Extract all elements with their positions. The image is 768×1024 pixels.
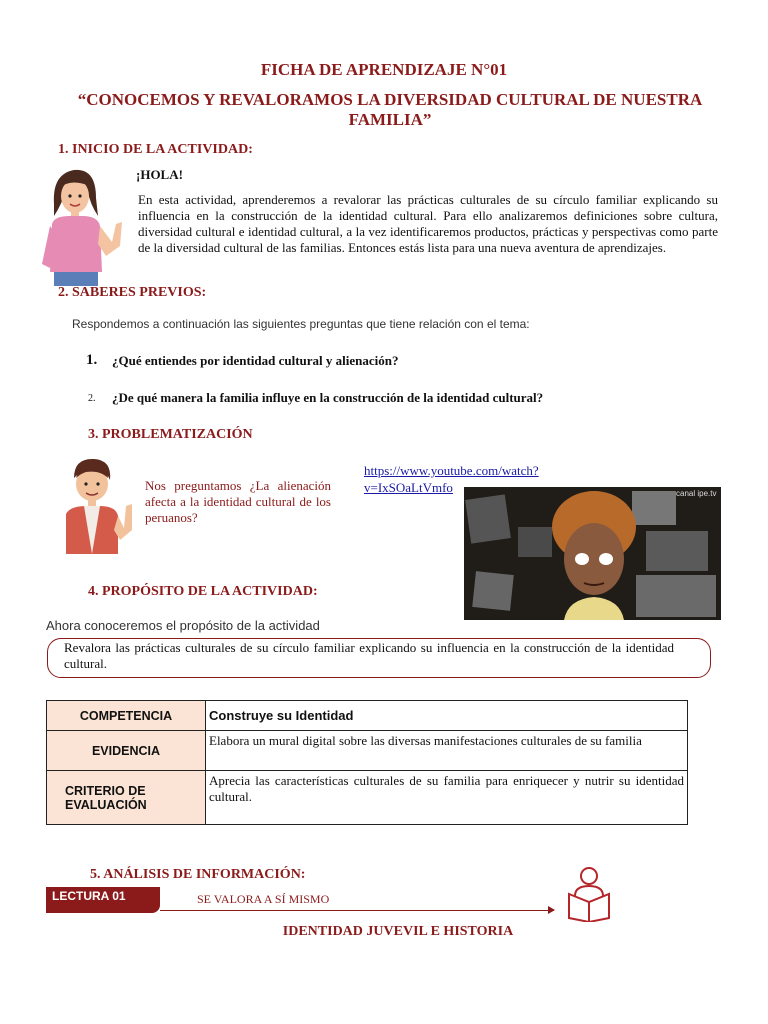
table-row [47, 771, 688, 825]
problem-question: Nos preguntamos ¿La alienación afecta a la identidad cultural de los peruanos? [145, 478, 331, 525]
table-label: CRITERIO DE EVALUACIÓN [47, 771, 206, 825]
table-label: COMPETENCIA [47, 701, 206, 731]
video-thumbnail[interactable] [464, 487, 721, 620]
page-title: FICHA DE APRENDIZAJE N°01 [260, 60, 508, 79]
girl-illustration [40, 164, 126, 286]
table-row [47, 731, 688, 771]
section-1-heading: 1. INICIO DE LA ACTIVIDAD: [58, 142, 253, 157]
greeting: ¡HOLA! [136, 167, 183, 182]
table-label: EVIDENCIA [47, 731, 206, 771]
competency-table [46, 700, 688, 825]
question-2: ¿De qué manera la familia influye en la construcción de la identidad cultural? [112, 390, 544, 405]
reading-person-icon [566, 866, 612, 922]
reading-subheading: IDENTIDAD JUVEVIL E HISTORIA [282, 924, 514, 939]
table-row [47, 701, 688, 731]
section-4-heading: 4. PROPÓSITO DE LA ACTIVIDAD: [88, 584, 318, 599]
table-value: Aprecia las características culturales de su familia para enriquecer y nutrir su identidad cultural. [206, 771, 688, 825]
question-1-number: 1. [86, 352, 98, 368]
subtitle-line-1: “CONOCEMOS Y REVALORAMOS LA DIVERSIDAD CULTURAL DE NUESTRA [77, 90, 703, 109]
video-link-line-1: https://www.youtube.com/watch? [364, 463, 539, 478]
section-5-heading: 5. ANÁLISIS DE INFORMACIÓN: [90, 867, 306, 882]
section-4-intro: Ahora conoceremos el propósito de la actividad [46, 618, 320, 633]
table-value: Construye su Identidad [206, 701, 688, 731]
video-link-line-2: v=IxSOaLtVmfo [364, 480, 453, 495]
question-1: ¿Qué entiendes por identidad cultural y alienación? [112, 353, 399, 368]
section-2-heading: 2. SABERES PREVIOS: [58, 285, 207, 300]
reading-divider [160, 910, 554, 911]
intro-paragraph: En esta actividad, aprenderemos a revalorar las prácticas culturales de su círculo familiar explicando su influencia en la construcción de la identidad cultural. Para ello analizaremos definiciones sobre cultura, diversidad cultural e identidad cultural, a la vez identificaremos productos, prácticas y perspectivas como parte de la diversidad cultural de las familias. Entonces estás lista para una nueva aventura de aprendizajes. [138, 192, 718, 255]
boy-illustration [56, 456, 136, 556]
reading-badge: LECTURA 01 [46, 887, 160, 913]
reading-title: SE VALORA A SÍ MISMO [197, 892, 330, 906]
page-subtitle [40, 90, 740, 130]
section-2-intro: Respondemos a continuación las siguientes preguntas que tiene relación con el tema: [72, 317, 530, 331]
section-3-heading: 3. PROBLEMATIZACIÓN [88, 427, 253, 442]
purpose-text: Revalora las prácticas culturales de su círculo familiar explicando su influencia en la construcción de la identidad cultural. [64, 640, 674, 671]
question-2-number: 2. [88, 393, 96, 404]
arrow-icon [548, 906, 555, 914]
table-value: Elabora un mural digital sobre las diversas manifestaciones culturales de su familia [206, 731, 688, 771]
channel-logo: canal ipe.tv [676, 489, 717, 498]
subtitle-line-2: FAMILIA” [348, 110, 432, 129]
